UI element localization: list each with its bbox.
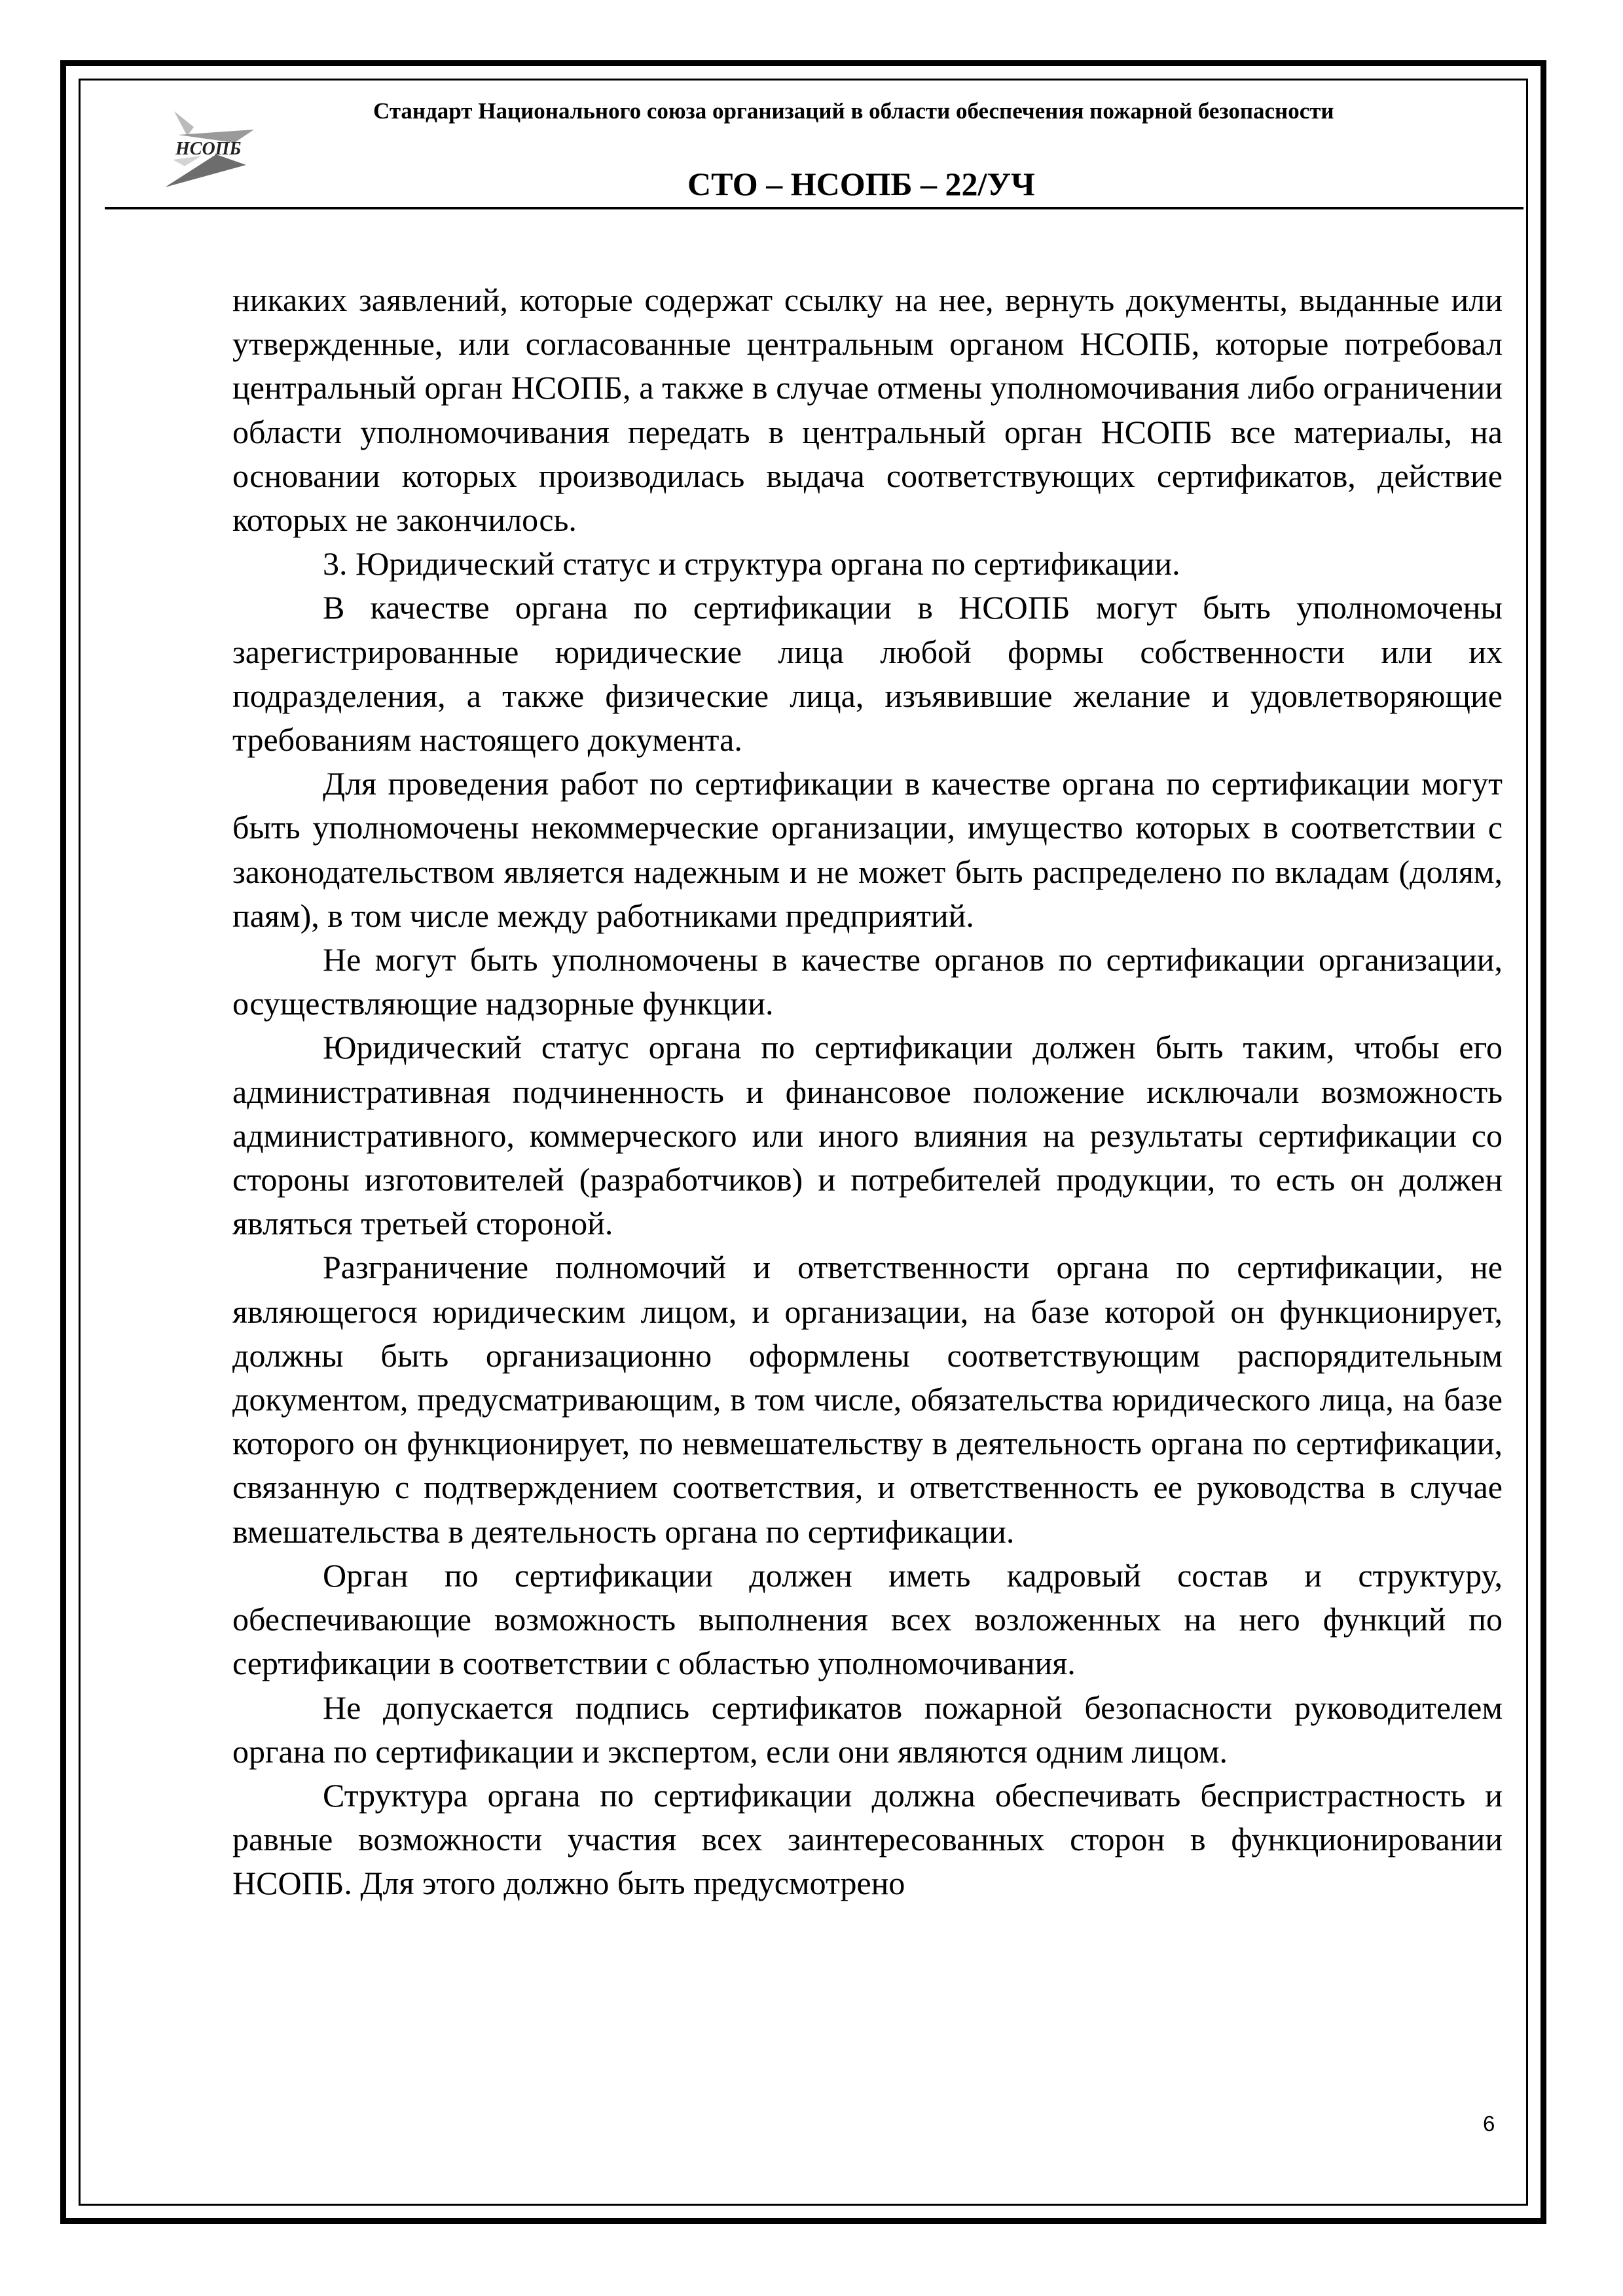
document-body: [232, 278, 1503, 1906]
logo-text: НСОПБ: [175, 139, 242, 159]
paragraph-continuation: никаких заявлений, которые содержат ссылку на нее, вернуть документы, выданные или утвержденные, или согласованные центральным органом НСОПБ, которые потребовал центральный орган НСОПБ, а также в случае отмены уполномочивания либо ограничении области уполномочивания передать в центральный орган НСОПБ все материалы, на основании которых производилась выдача соответствующих сертификатов, действие которых не закончилось.: [232, 281, 1503, 539]
paragraph: В качестве органа по сертификации в НСОПБ могут быть уполномочены зарегистрированные юридические лица любой формы собственности или их подразделения, а также физические лица, изъявившие желание и удовлетворяющие требованиям настоящего документа.: [232, 589, 1503, 759]
paragraph: Юридический статус органа по сертификации должен быть таким, чтобы его административная подчиненность и финансовое положение исключали возможность административного, коммерческого или иного влияния на результаты сертификации со стороны изготовителей (разработчиков) и потребителей продукции, то есть он должен являться третьей стороной.: [232, 1029, 1503, 1242]
paragraph: Для проведения работ по сертификации в качестве органа по сертификации могут быть уполномочены некоммерческие организации, имущество которых в соответствии с законодательством является надежным и не может быть распределено по вкладам (долям, паям), в том числе между работниками предприятий.: [232, 765, 1503, 934]
section-heading-3: 3. Юридический статус и структура органа по сертификации.: [323, 545, 1180, 583]
paragraph: Орган по сертификации должен иметь кадровый состав и структуру, обеспечивающие возможность выполнения всех возложенных на него функций по сертификации в соответствии с областью уполномочивания.: [232, 1556, 1503, 1682]
header-organization-title: Стандарт Национального союза организаций в области обеспечения пожарной безопасности: [373, 98, 1334, 124]
logo-upper-shard: [174, 111, 194, 136]
paragraph: Разграничение полномочий и ответственности органа по сертификации, не являющегося юридическим лицом, и организации, на базе которой он функционирует, должны быть организационно оформлены соответствующим распорядительным документом, предусматривающим, в том числе, обязательства юридического лица, на базе которого он функционирует, по невмешательству в деятельность органа по сертификации, связанную с подтверждением соответствия, и ответственность ее руководства в случае вмешательства в деятельность органа по сертификации.: [232, 1249, 1503, 1550]
standard-code: СТО – НСОПБ – 22/УЧ: [687, 166, 1035, 202]
page-number: 6: [1483, 2111, 1495, 2136]
paragraph: Не допускается подпись сертификатов пожарной безопасности руководителем органа по сертификации и экспертом, если они являются одним лицом.: [232, 1689, 1503, 1770]
paragraph: Структура органа по сертификации должна обеспечивать беспристрастность и равные возможности участия всех заинтересованных сторон в функционировании НСОПБ. Для этого должно быть предусмотрено: [232, 1776, 1503, 1902]
header-divider: [105, 207, 1523, 209]
nsopb-logo: [156, 97, 261, 195]
paragraph: Не могут быть уполномочены в качестве органов по сертификации организации, осуществляющие надзорные функции.: [232, 941, 1503, 1022]
nsopb-logo-icon: [156, 97, 261, 195]
